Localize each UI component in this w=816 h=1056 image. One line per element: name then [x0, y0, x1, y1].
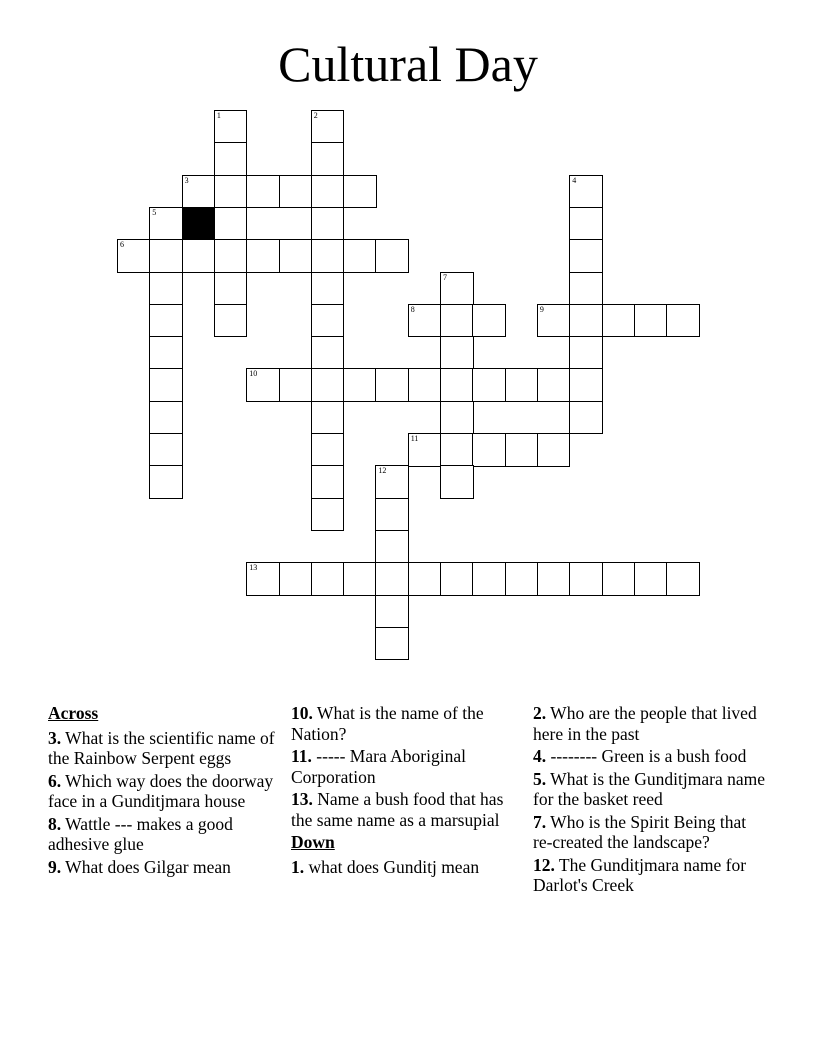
across-heading: Across: [48, 703, 99, 723]
clue-text: Which way does the doorway face in a Gunditjmara house: [48, 770, 274, 811]
clue-down-7: [533, 812, 769, 853]
cell-number: 7: [443, 272, 447, 282]
clue-text: What does Gilgar mean: [61, 856, 231, 877]
grid-cell[interactable]: [375, 530, 409, 564]
grid-cell[interactable]: [375, 562, 409, 596]
grid-cell[interactable]: [311, 207, 345, 241]
grid-cell[interactable]: [311, 465, 345, 499]
grid-cell[interactable]: [408, 562, 442, 596]
grid-cell[interactable]: [375, 498, 409, 532]
grid-cell[interactable]: [182, 175, 216, 209]
grid-cell[interactable]: [537, 368, 571, 402]
grid-cell[interactable]: [408, 368, 442, 402]
grid-cell[interactable]: [440, 304, 474, 338]
grid-cell[interactable]: [214, 142, 248, 176]
grid-cell[interactable]: [214, 175, 248, 209]
grid-cell[interactable]: [311, 175, 345, 209]
grid-cell[interactable]: [311, 498, 345, 532]
grid-cell[interactable]: [569, 368, 603, 402]
grid-cell[interactable]: [311, 562, 345, 596]
cell-number: 6: [120, 240, 124, 250]
grid-cell[interactable]: [311, 368, 345, 402]
clue-number: 9.: [48, 856, 62, 877]
clue-number: 4.: [533, 746, 547, 766]
clue-number: 12.: [533, 854, 555, 875]
grid-cell[interactable]: [602, 562, 636, 596]
clue-number: 1.: [291, 856, 305, 877]
cell-number: 9: [539, 304, 544, 314]
grid-cell[interactable]: [375, 595, 409, 629]
clue-text: What is the Gunditjmara name for the basket reed: [533, 768, 765, 809]
grid-cell[interactable]: [246, 175, 280, 209]
clue-across-9: [48, 857, 284, 878]
clues-column-2: [291, 703, 527, 879]
grid-cell[interactable]: [569, 336, 603, 370]
grid-cell[interactable]: [440, 401, 474, 435]
clue-down-1: [291, 857, 527, 878]
clue-number: 5.: [533, 768, 547, 789]
clue-text: The Gunditjmara name for Darlot's Creek: [533, 854, 747, 895]
grid-cell[interactable]: [569, 304, 603, 338]
grid-cell[interactable]: [279, 175, 313, 209]
clue-across-13: [291, 789, 527, 830]
clue-text: Name a bush food that has the same name as a marsupial: [291, 789, 504, 830]
grid-cell[interactable]: [214, 207, 248, 241]
clues-column-3: [533, 703, 769, 898]
grid-cell[interactable]: [634, 562, 668, 596]
clue-text: What is the scientific name of the Rainbow Serpent eggs: [48, 727, 275, 768]
clue-across-6: [48, 771, 284, 812]
grid-cell[interactable]: [375, 627, 409, 661]
grid-cell[interactable]: [214, 304, 248, 338]
grid-cell[interactable]: [311, 401, 345, 435]
grid-cell[interactable]: [149, 465, 183, 499]
grid-cell[interactable]: [569, 175, 603, 209]
cell-number: 8: [410, 304, 415, 314]
clue-number: 2.: [533, 703, 547, 723]
clue-number: 10.: [291, 703, 313, 723]
cell-number: 3: [184, 175, 189, 185]
grid-cell[interactable]: [375, 239, 409, 273]
grid-cell[interactable]: [279, 562, 313, 596]
cell-number: 12: [378, 466, 387, 476]
grid-cell[interactable]: [343, 239, 377, 273]
grid-cell[interactable]: [246, 562, 280, 596]
clue-down-2: [533, 703, 769, 744]
grid-cell[interactable]: [117, 239, 151, 273]
clue-across-3: [48, 728, 284, 769]
grid-cell[interactable]: [311, 336, 345, 370]
cell-number: 5: [152, 207, 157, 217]
grid-cell[interactable]: [311, 110, 345, 144]
grid-cell[interactable]: [375, 465, 409, 499]
grid-cell[interactable]: [569, 272, 603, 306]
grid-cell[interactable]: [311, 304, 345, 338]
grid-cell[interactable]: [472, 304, 506, 338]
grid-cell[interactable]: [440, 368, 474, 402]
grid-cell[interactable]: [279, 368, 313, 402]
clue-number: 3.: [48, 727, 62, 748]
clue-text: -------- Green is a bush food: [546, 746, 747, 766]
clue-text: what does Gunditj mean: [304, 856, 480, 877]
clue-text: Wattle --- makes a good adhesive glue: [48, 813, 233, 854]
grid-cell[interactable]: [149, 433, 183, 467]
clues-column-1: [48, 703, 284, 879]
grid-cell[interactable]: [440, 465, 474, 499]
cell-number: 1: [216, 111, 221, 120]
cell-number: 2: [313, 111, 318, 120]
grid-cell[interactable]: [149, 272, 183, 306]
grid-cell[interactable]: [182, 239, 216, 273]
grid-cell[interactable]: [311, 433, 345, 467]
grid-cell[interactable]: [149, 304, 183, 338]
grid-cell[interactable]: [537, 433, 571, 467]
grid-cell[interactable]: [214, 239, 248, 273]
cell-number: 11: [410, 434, 419, 443]
grid-cell[interactable]: [149, 239, 183, 273]
grid-cell[interactable]: [666, 562, 700, 596]
clue-down-4: [533, 746, 769, 767]
down-heading: Down: [291, 832, 335, 852]
grid-cell[interactable]: [569, 207, 603, 241]
grid-cell[interactable]: [311, 239, 345, 273]
grid-cell[interactable]: [343, 368, 377, 402]
grid-cell[interactable]: [279, 239, 313, 273]
clue-text: ----- Mara Aboriginal Corporation: [291, 746, 466, 787]
grid-cell[interactable]: [440, 433, 474, 467]
grid-cell[interactable]: [149, 336, 183, 370]
cell-number: 10: [249, 369, 258, 379]
clue-number: 11.: [291, 746, 312, 766]
grid-cell[interactable]: [569, 401, 603, 435]
grid-cell[interactable]: [343, 562, 377, 596]
grid-cell[interactable]: [505, 562, 539, 596]
grid-cell[interactable]: [149, 401, 183, 435]
clue-across-11: [291, 746, 527, 787]
clue-text: What is the name of the Nation?: [291, 703, 484, 744]
grid-cell[interactable]: [214, 110, 248, 144]
grid-cell[interactable]: [537, 304, 571, 338]
clue-number: 13.: [291, 789, 313, 809]
grid-cell[interactable]: [408, 304, 442, 338]
grid-cell[interactable]: [569, 239, 603, 273]
grid-cell[interactable]: [472, 562, 506, 596]
clue-down-5: [533, 769, 769, 810]
grid-cell[interactable]: [666, 304, 700, 338]
grid-cell[interactable]: [311, 272, 345, 306]
grid-cell[interactable]: [408, 433, 442, 467]
clue-number: 8.: [48, 813, 62, 834]
page-title: Cultural Day: [278, 36, 538, 92]
grid-cell[interactable]: [440, 562, 474, 596]
clue-text: Who is the Spirit Being that re-created the landscape?: [533, 811, 747, 852]
grid-cell[interactable]: [440, 272, 474, 306]
grid-cell[interactable]: [569, 562, 603, 596]
grid-cell[interactable]: [149, 368, 183, 402]
clue-text: Who are the people that lived here in the past: [533, 703, 757, 744]
grid-cell[interactable]: [246, 239, 280, 273]
grid-cell[interactable]: [375, 368, 409, 402]
grid-cell[interactable]: [505, 433, 539, 467]
cell-number: 13: [249, 563, 258, 573]
grid-cell[interactable]: [149, 207, 183, 241]
clue-down-12: [533, 855, 769, 896]
grid-cell[interactable]: [343, 175, 377, 209]
grid-cell[interactable]: [246, 368, 280, 402]
grid-cell[interactable]: [440, 336, 474, 370]
grid-cell[interactable]: [505, 368, 539, 402]
grid-block-cell: [182, 207, 216, 241]
grid-cell[interactable]: [472, 433, 506, 467]
grid-cell[interactable]: [537, 562, 571, 596]
grid-cell[interactable]: [214, 272, 248, 306]
clue-number: 7.: [533, 811, 547, 832]
grid-cell[interactable]: [634, 304, 668, 338]
clue-across-10: [291, 703, 527, 744]
clue-across-8: [48, 814, 284, 855]
grid-cell[interactable]: [602, 304, 636, 338]
clue-number: 6.: [48, 770, 62, 791]
cell-number: 4: [572, 175, 577, 185]
grid-cell[interactable]: [472, 368, 506, 402]
grid-cell[interactable]: [311, 142, 345, 176]
